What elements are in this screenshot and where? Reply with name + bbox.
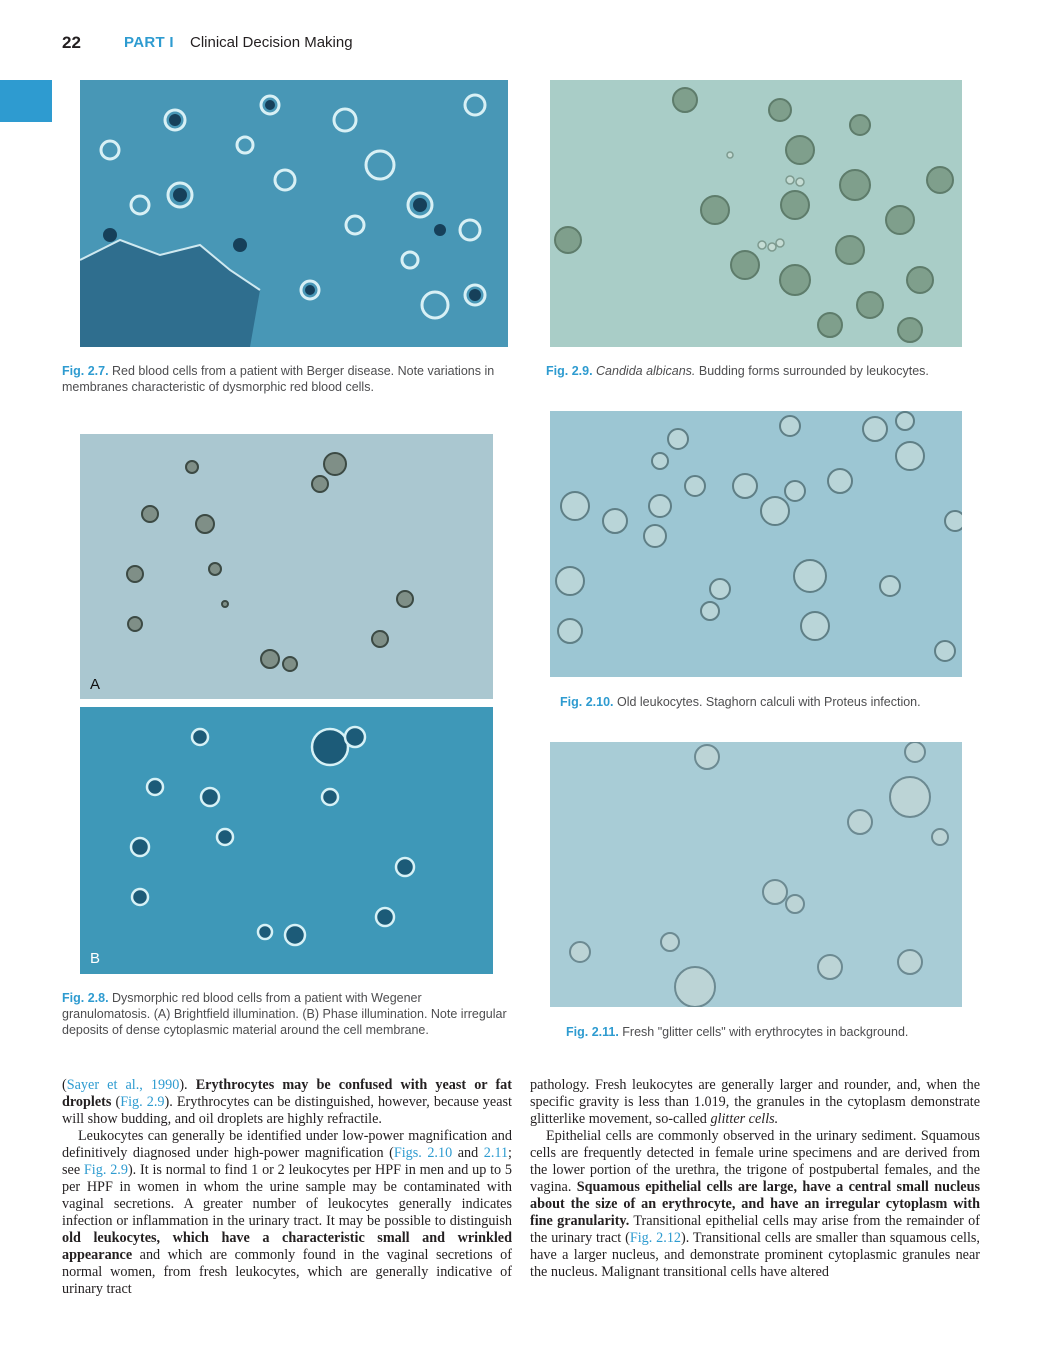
- body-paragraph: [530, 1077, 980, 1128]
- body-paragraph: [62, 1128, 512, 1298]
- body-right-column: [530, 1077, 980, 1281]
- bold-text: Erythrocytes may be confused with yeast or fat droplets: [62, 1077, 513, 1110]
- fig-2-8-number: Fig. 2.8.: [62, 991, 109, 1005]
- text: ). Erythrocytes can be distinguished, however, because yeast will show budding, and oil droplets are highly refractile.: [62, 1094, 512, 1127]
- fig-2-11-caption: [566, 1024, 976, 1040]
- fig-2-9-caption-text: Budding forms surrounded by leukocytes.: [695, 364, 929, 378]
- fig-2-9-caption-italic: Candida albicans.: [596, 364, 696, 378]
- figure-link[interactable]: Figs. 2.10: [393, 1145, 453, 1161]
- fig-2-11-caption-text: Fresh "glitter cells" with erythrocytes in background.: [622, 1025, 909, 1039]
- body-left-column: [62, 1077, 512, 1298]
- text: ). Transitional cells are smaller than squamous cells, have a larger nucleus, and demonstrate prominent cytoplasmic granules near the nucleus. Malignant transitional cells have altered: [530, 1230, 980, 1280]
- part-label: PART I: [124, 34, 174, 51]
- text: ).: [179, 1077, 196, 1093]
- fig-2-10-image: [550, 411, 962, 677]
- fig-2-11-image: [550, 742, 962, 1007]
- text: pathology. Fresh leukocytes are generally larger and rounder, and, when the specific gravity is less than 1.019, the granules in the cytoplasm demonstrate glitterlike movement, so-called: [530, 1077, 980, 1127]
- figure-link[interactable]: Fig. 2.12: [629, 1230, 682, 1246]
- fig-2-11-number: Fig. 2.11.: [566, 1025, 619, 1039]
- figure-link[interactable]: 2.11: [483, 1145, 509, 1161]
- italic-text: glitter cells.: [710, 1111, 779, 1127]
- fig-2-10-number: Fig. 2.10.: [560, 695, 614, 709]
- fig-2-8a-image: [80, 434, 493, 699]
- bold-text: Squamous epithelial cells are large, have a central small nucleus about the size of an erythrocyte, and have an irregular cytoplasm with fine granularity.: [530, 1179, 980, 1229]
- fig-2-7-image: [80, 80, 508, 347]
- fig-2-9-number: Fig. 2.9.: [546, 364, 593, 378]
- text: Leukocytes can generally be identified under low-power magnification and definitively diagnosed under high-power magnification (: [62, 1128, 512, 1161]
- text: (: [62, 1077, 67, 1093]
- fig-2-7-caption: [62, 363, 512, 395]
- section-color-tab: [0, 80, 52, 122]
- figure-link[interactable]: Fig. 2.9: [120, 1094, 165, 1110]
- bold-text: old leukocytes, which have a characteristic small and wrinkled appearance: [62, 1230, 512, 1263]
- section-title: Clinical Decision Making: [190, 34, 353, 51]
- fig-2-8-panel-b-label: B: [90, 950, 101, 967]
- text: ). It is normal to find 1 or 2 leukocytes per HPF in men and up to 5 per HPF in women in whom the urine sample may be contaminated with vaginal secretions. A greater number of leukocytes generally indicates infection or inflammation in the urinary tract. It may be possible to distinguish: [62, 1162, 513, 1229]
- figure-link[interactable]: Fig. 2.9: [83, 1162, 128, 1178]
- fig-2-7-caption-text: Red blood cells from a patient with Berger disease. Note variations in membranes characteristic of dysmorphic red blood cells.: [62, 364, 495, 394]
- fig-2-9-caption: [546, 363, 976, 379]
- text: ; see: [62, 1145, 512, 1178]
- body-paragraph: [530, 1128, 980, 1281]
- fig-2-8-panel-a-label: A: [90, 676, 101, 693]
- body-paragraph: [62, 1077, 512, 1128]
- fig-2-10-caption: [560, 694, 970, 710]
- text: (: [111, 1094, 121, 1110]
- fig-2-9-image: [550, 80, 962, 347]
- text: Epithelial cells are commonly observed in the urinary sediment. Squamous cells are frequently detected in female urine specimens and are derived from the lower portion of the urethra, the trigone of postpubertal females, and the vagina.: [530, 1128, 980, 1195]
- fig-2-8b-image: [80, 707, 493, 974]
- text: and which are commonly found in the vaginal secretions of normal women, from fresh leukocytes, which are generally indicative of urinary tract: [62, 1247, 512, 1297]
- fig-2-10-caption-text: Old leukocytes. Staghorn calculi with Proteus infection.: [616, 695, 921, 709]
- page-number: 22: [62, 33, 81, 52]
- text: and: [452, 1145, 484, 1161]
- text: Transitional epithelial cells may arise from the remainder of the urinary tract (: [530, 1213, 980, 1246]
- citation-link[interactable]: Sayer et al., 1990: [66, 1077, 180, 1093]
- fig-2-8-caption-text: Dysmorphic red blood cells from a patient with Wegener granulomatosis. (A) Brightfield illumination. (B) Phase illumination. Note irregular deposits of dense cytoplasmic material around the cell membrane.: [62, 991, 507, 1037]
- fig-2-8-caption: [62, 990, 512, 1038]
- fig-2-7-number: Fig. 2.7.: [62, 364, 109, 378]
